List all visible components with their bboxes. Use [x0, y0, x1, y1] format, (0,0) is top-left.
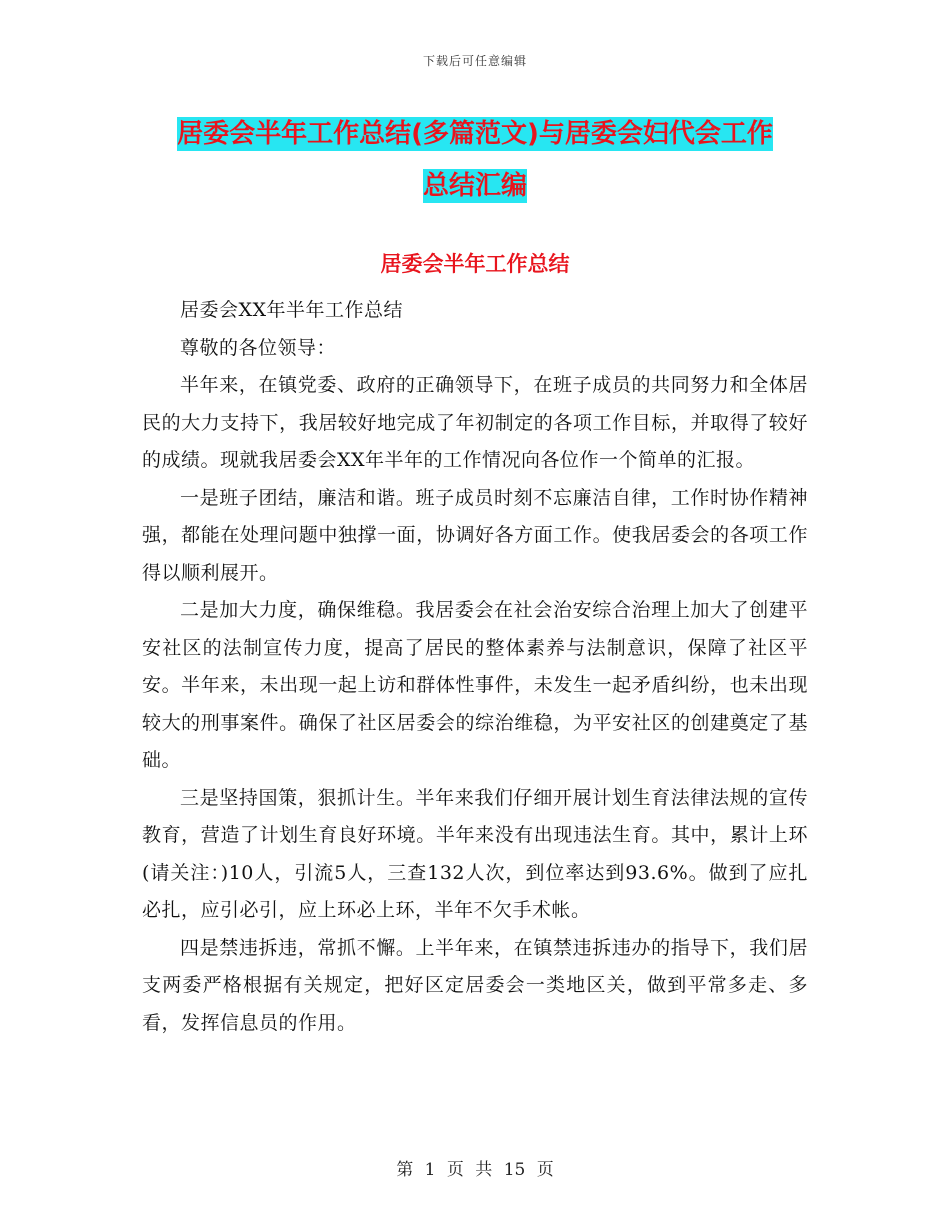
body-text [142, 292, 808, 1042]
section-title: 居委会半年工作总结 [380, 252, 570, 276]
paragraph: 四是禁违拆违，常抓不懈。上半年来，在镇禁违拆违办的指导下，我们居支两委严格根据有关规定，把好区定居委会一类地区关，做到平常多走、多看，发挥信息员的作用。 [142, 936, 808, 1034]
paragraph: 居委会XX年半年工作总结 [180, 299, 404, 321]
title-line-1: 居委会半年工作总结(多篇范文)与居委会妇代会工作 [177, 119, 773, 149]
title-line-2: 总结汇编 [422, 171, 527, 201]
paragraph: 一是班子团结，廉洁和谐。班子成员时刻不忘廉洁自律，工作时协作精神强，都能在处理问题中独撑一面，协调好各方面工作。使我居委会的各项工作得以顺利展开。 [142, 486, 808, 584]
header-note: 下载后可任意编辑 [422, 54, 527, 68]
paragraph: 三是坚持国策，狠抓计生。半年来我们仔细开展计划生育法律法规的宣传教育，营造了计划生育良好环境。半年来没有出现违法生育。其中，累计上环(请关注：)10人，引流5人，三查132人次，到位率达到93.6%。做到了应扎必扎，应引必引，应上环必上环，半年不欠手术帐。 [142, 786, 808, 921]
paragraph: 尊敬的各位领导： [180, 336, 337, 359]
paragraph: 半年来，在镇党委、政府的正确领导下，在班子成员的共同努力和全体居民的大力支持下，我居较好地完成了年初制定的各项工作目标，并取得了较好的成绩。现就我居委会XX年半年的工作情况向各位作一个简单的汇报。 [142, 374, 808, 471]
paragraph: 二是加大力度，确保维稳。我居委会在社会治安综合治理上加大了创建平安社区的法制宣传力度，提高了居民的整体素养与法制意识，保障了社区平安。半年来，未出现一起上访和群体性事件，未发生一起矛盾纠纷，也未出现较大的刑事案件。确保了社区居委会的综治维稳，为平安社区的创建奠定了基础。 [142, 599, 808, 771]
page-number-footer: 第 1 页 共 15 页 [396, 1160, 554, 1180]
document-title [0, 108, 950, 212]
